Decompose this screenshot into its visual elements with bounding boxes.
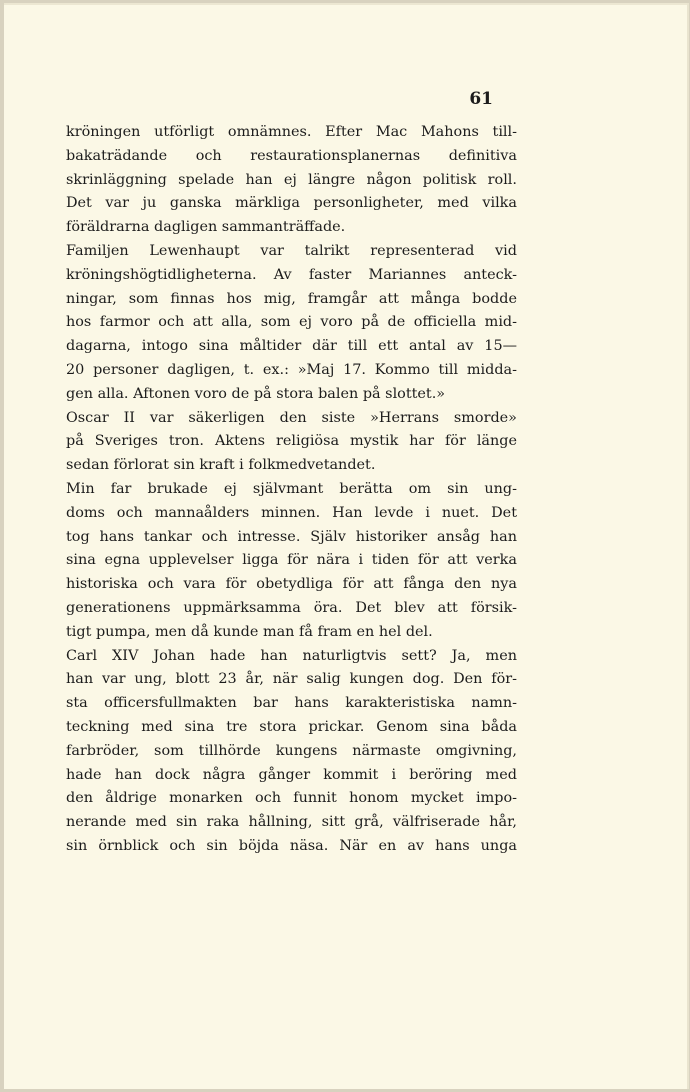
- text-line: hade han dock några gånger kommit i beröring med: [66, 766, 517, 783]
- text-line: historiska och vara för obetydliga för att fånga den nya: [66, 576, 517, 593]
- text-line: skrinläggning spelade han ej längre någon politisk roll.: [66, 171, 517, 188]
- text-line: tog hans tankar och intresse. Själv historiker ansåg han: [66, 528, 517, 545]
- text-line: kröningen utförligt omnämnes. Efter Mac Mahons till-: [66, 124, 517, 140]
- text-line: farbröder, som tillhörde kungens närmaste omgivning,: [66, 742, 517, 759]
- text-line: 20 personer dagligen, t. ex.: »Maj 17. Kommo till midda-: [66, 361, 517, 378]
- text-line: på Sveriges tron. Aktens religiösa mystik har för länge: [66, 433, 517, 450]
- text-line: gen alla. Aftonen voro de på stora balen på slottet.»: [66, 385, 446, 402]
- paragraph-3: [66, 407, 517, 478]
- text-line: sin örnblick och sin böjda näsa. När en av hans unga: [66, 837, 517, 854]
- text-line: sta officersfullmakten bar hans karakteristiska namn-: [66, 695, 517, 712]
- text-line: teckning med sina tre stora prickar. Genom sina båda: [66, 718, 517, 735]
- text-line: hos farmor och att alla, som ej voro på de officiella mid-: [66, 314, 517, 331]
- text-line: den åldrige monarken och funnit honom mycket impo-: [66, 790, 517, 807]
- text-line: generationens uppmärksamma öra. Det blev att försik-: [66, 599, 517, 616]
- text-line: Familjen Lewenhaupt var talrikt representerad vid: [66, 242, 517, 259]
- page-number: 61: [469, 89, 493, 109]
- text-line: Det var ju ganska märkliga personligheter, med vilka: [66, 195, 517, 212]
- text-line: tigt pumpa, men då kunde man få fram en hel del.: [66, 623, 433, 640]
- paragraph-4: [66, 478, 517, 645]
- paragraph-5: [66, 645, 517, 859]
- text-line: Carl XIV Johan hade han naturligtvis sett? Ja, men: [66, 647, 517, 664]
- text-line: dagarna, intogo sina måltider där till ett antal av 15—: [66, 338, 517, 355]
- text-line: Min far brukade ej självmant berätta om sin ung-: [66, 480, 517, 497]
- text-line: kröningshögtidligheterna. Av faster Mariannes anteck-: [66, 266, 517, 283]
- text-line: doms och mannaålders minnen. Han levde i nuet. Det: [66, 504, 517, 521]
- text-line: nerande med sin raka hållning, sitt grå, välfriserade hår,: [66, 814, 517, 831]
- book-page: [4, 3, 689, 1089]
- paragraph-1: [66, 121, 517, 240]
- text-line: Oscar II var säkerligen den siste »Herrans smorde»: [66, 409, 517, 426]
- text-line: föräldrarna dagligen sammanträffade.: [66, 219, 346, 236]
- text-line: sina egna upplevelser ligga för nära i tiden för att verka: [66, 552, 517, 569]
- text-line: bakaträdande och restaurationsplanernas definitiva: [66, 147, 517, 164]
- text-line: ningar, som finnas hos mig, framgår att många bodde: [66, 290, 517, 307]
- text-line: han var ung, blott 23 år, när salig kungen dog. Den för-: [66, 671, 517, 688]
- paragraph-2: [66, 240, 517, 407]
- body-text: [66, 121, 517, 859]
- text-line: sedan förlorat sin kraft i folkmedvetandet.: [66, 457, 376, 474]
